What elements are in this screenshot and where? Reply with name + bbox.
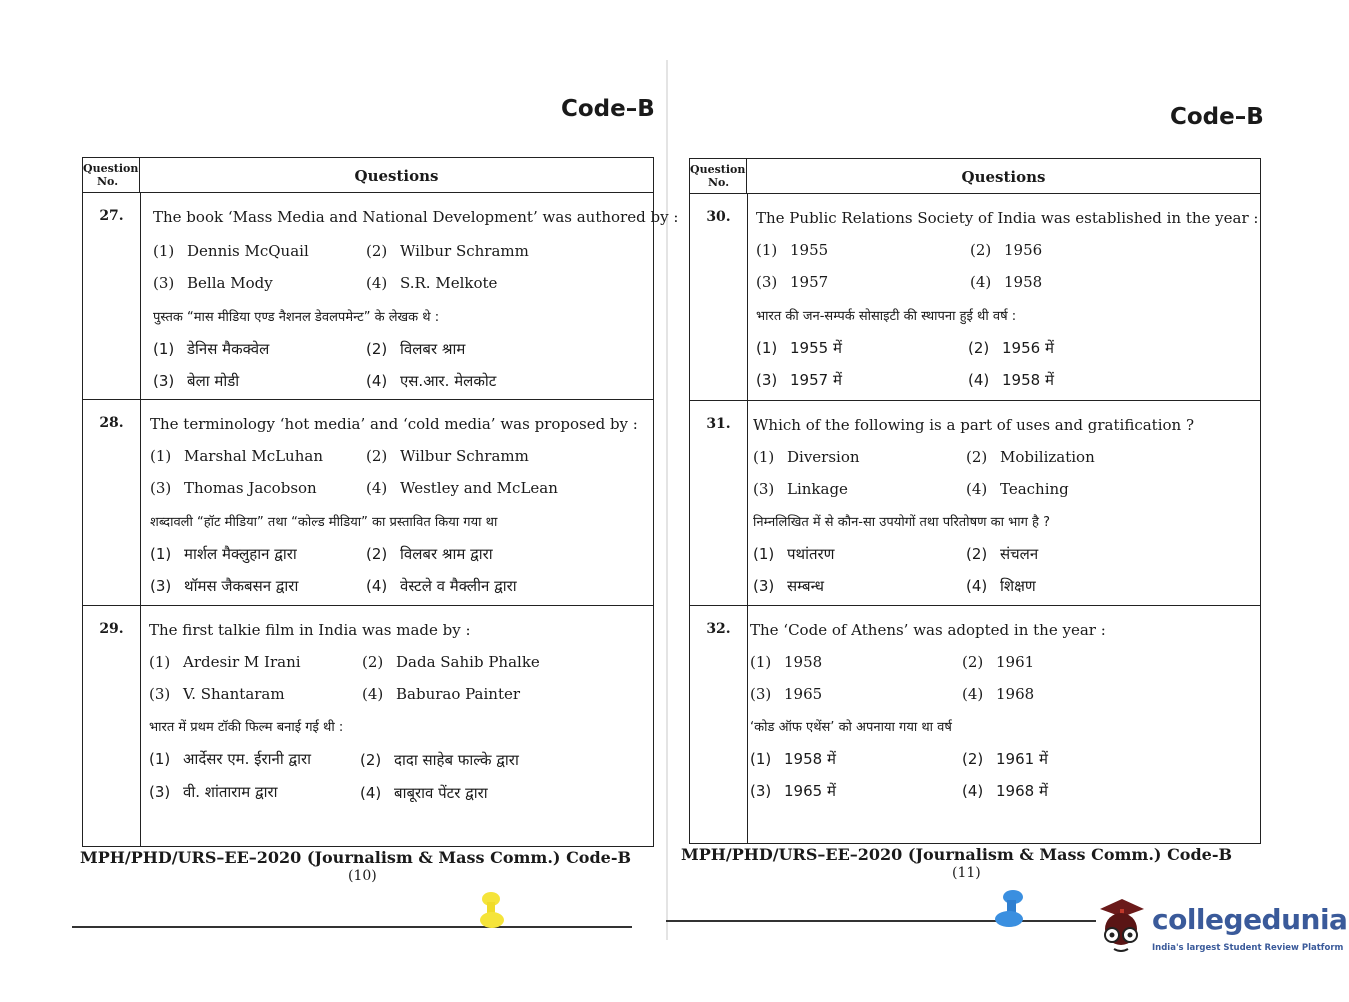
option-text: Bella Mody — [187, 274, 273, 292]
option-text: 1968 — [996, 685, 1035, 703]
yellow-pin-icon — [478, 890, 508, 936]
option-text: सम्बन्ध — [787, 577, 824, 595]
question-text-hi: शब्दावली “हॉट मीडिया” तथा “कोल्ड मीडिया” का प्रस्तावित किया गया था — [150, 515, 498, 530]
option-number: (3) — [150, 479, 172, 497]
header-questions: Questions — [354, 167, 439, 185]
option-text: 1957 में — [790, 371, 842, 389]
option-text: पथांतरण — [787, 545, 835, 563]
option-number: (3) — [750, 782, 772, 800]
question-number: 31. — [706, 416, 731, 432]
option-number: (1) — [150, 447, 172, 465]
option-hi — [153, 371, 239, 391]
option-hi — [753, 576, 824, 596]
option-text: 1965 — [784, 685, 823, 703]
right-footer: MPH/PHD/URS–EE–2020 (Journalism & Mass Comm.) Code-B — [681, 845, 1232, 864]
option-text: 1961 में — [996, 750, 1048, 768]
option-text: 1958 — [784, 653, 823, 671]
option-text: V. Shantaram — [183, 685, 285, 703]
option-hi — [968, 338, 1054, 358]
header-no-line1: Question — [83, 162, 139, 175]
option-number: (1) — [756, 241, 778, 259]
option — [962, 685, 1034, 703]
question-text-hi: ‘कोड ऑफ एथेंस’ को अपनाया गया था वर्ष — [750, 720, 952, 735]
option-hi — [149, 749, 311, 769]
question-block — [690, 605, 1260, 842]
option-number: (1) — [149, 750, 171, 768]
option-number: (1) — [750, 750, 772, 768]
option-hi — [366, 544, 493, 564]
option-number: (1) — [750, 653, 772, 671]
option-number: (1) — [753, 448, 775, 466]
option-number: (2) — [362, 653, 384, 671]
option-number: (2) — [970, 241, 992, 259]
option-text: 1955 — [790, 241, 829, 259]
option-number: (2) — [968, 339, 990, 357]
option-hi — [750, 749, 836, 769]
option-number: (2) — [366, 545, 388, 563]
option-hi — [753, 544, 835, 564]
option-text: Baburao Painter — [396, 685, 521, 703]
option-number: (4) — [366, 372, 388, 390]
right-code-label: Code–B — [1170, 104, 1264, 130]
option-text: विलबर श्राम — [400, 340, 466, 358]
option — [756, 273, 828, 291]
logo-tagline: India's largest Student Review Platform — [1152, 943, 1344, 953]
question-number: 32. — [706, 621, 731, 637]
option-number: (4) — [970, 273, 992, 291]
header-no-line2: No. — [97, 175, 119, 188]
option-hi — [149, 782, 278, 802]
header-no-line2: No. — [708, 176, 730, 189]
option-number: (2) — [366, 340, 388, 358]
option-text: 1958 — [1004, 273, 1043, 291]
option — [970, 273, 1042, 291]
option-number: (1) — [153, 242, 175, 260]
option-text: Marshal McLuhan — [184, 447, 323, 465]
option-hi — [366, 339, 465, 359]
option-text: Wilbur Schramm — [400, 242, 529, 260]
option-text: 1956 में — [1002, 339, 1054, 357]
option-text: Wilbur Schramm — [400, 447, 529, 465]
left-code-label: Code–B — [561, 96, 655, 122]
option-number: (2) — [366, 242, 388, 260]
option-hi — [360, 750, 519, 770]
option-number: (3) — [750, 685, 772, 703]
question-block — [690, 193, 1260, 401]
header-no-line1: Question — [690, 163, 746, 176]
option-number: (3) — [150, 577, 172, 595]
option-number: (2) — [966, 448, 988, 466]
left-bottom-rule — [72, 926, 632, 928]
option-number: (3) — [756, 371, 778, 389]
question-text-hi: भारत की जन-सम्पर्क सोसाइटी की स्थापना हुई थी वर्ष : — [756, 309, 1017, 324]
option-text: 1956 — [1004, 241, 1043, 259]
option-text: बेला मोडी — [187, 372, 240, 390]
option-text: Mobilization — [1000, 448, 1095, 466]
table-header — [83, 158, 653, 193]
option-number: (4) — [968, 371, 990, 389]
option-text: Linkage — [787, 480, 848, 498]
option — [366, 447, 529, 465]
option — [970, 241, 1042, 259]
option — [366, 479, 558, 497]
option — [966, 448, 1095, 466]
option — [362, 653, 540, 671]
option — [362, 685, 520, 703]
option-text: दादा साहेब फाल्के द्वारा — [394, 751, 519, 769]
option-number: (1) — [756, 339, 778, 357]
question-block — [83, 192, 679, 400]
option — [150, 479, 317, 497]
option-number: (1) — [150, 545, 172, 563]
option-number: (4) — [962, 685, 984, 703]
question-block — [83, 605, 653, 845]
option-number: (4) — [366, 577, 388, 595]
option-text: Westley and McLean — [400, 479, 558, 497]
collegedunia-logo — [1092, 895, 1348, 965]
option-text: शिक्षण — [1000, 577, 1036, 595]
option — [750, 653, 822, 671]
question-text-hi: निम्नलिखित में से कौन-सा उपयोगों तथा परितोषण का भाग है ? — [753, 515, 1050, 530]
option-hi — [968, 370, 1054, 390]
option-number: (3) — [153, 274, 175, 292]
option-text: S.R. Melkote — [400, 274, 498, 292]
question-number: 28. — [99, 415, 124, 431]
option-number: (3) — [756, 273, 778, 291]
option-number: (3) — [753, 480, 775, 498]
option-text: 1961 — [996, 653, 1035, 671]
question-text-en: The Public Relations Society of India was established in the year : — [756, 209, 1259, 227]
option-hi — [150, 544, 297, 564]
question-text-en: The terminology ‘hot media’ and ‘cold media’ was proposed by : — [150, 415, 638, 433]
option-text: थॉमस जैकबसन द्वारा — [184, 577, 299, 595]
option-hi — [150, 576, 298, 596]
option-number: (1) — [153, 340, 175, 358]
option-text: 1955 में — [790, 339, 842, 357]
option-hi — [756, 370, 842, 390]
question-text-hi: भारत में प्रथम टॉकी फिल्म बनाई गई थी : — [149, 720, 344, 735]
option-hi — [360, 783, 488, 803]
option-text: विलबर श्राम द्वारा — [400, 545, 493, 563]
option-text: संचलन — [1000, 545, 1039, 563]
option-text: वेस्टले व मैक्लीन द्वारा — [400, 577, 517, 595]
option-number: (4) — [366, 274, 388, 292]
mascot-icon — [1092, 895, 1150, 959]
option-text: 1958 में — [1002, 371, 1054, 389]
option-number: (2) — [962, 750, 984, 768]
option — [149, 653, 301, 671]
option-hi — [756, 338, 842, 358]
option-hi — [366, 371, 496, 391]
left-footer: MPH/PHD/URS–EE–2020 (Journalism & Mass Comm.) Code-B — [80, 848, 631, 867]
question-text-en: The ‘Code of Athens’ was adopted in the year : — [750, 621, 1106, 639]
option-text: 1965 में — [784, 782, 836, 800]
right-bottom-rule — [666, 920, 1096, 922]
page-fold — [666, 60, 668, 940]
option-number: (1) — [753, 545, 775, 563]
option — [753, 448, 860, 466]
option-hi — [966, 576, 1036, 596]
right-page-number: (11) — [952, 865, 981, 881]
option-number: (3) — [149, 685, 171, 703]
question-number: 30. — [706, 209, 731, 225]
right-question-table — [689, 158, 1261, 844]
question-text-hi: पुस्तक “मास मीडिया एण्ड नैशनल डेवलपमेन्ट” के लेखक थे : — [153, 310, 440, 325]
option-number: (4) — [966, 577, 988, 595]
option-number: (3) — [149, 783, 171, 801]
option-number: (2) — [360, 751, 382, 769]
option-number: (3) — [753, 577, 775, 595]
option — [756, 241, 828, 259]
option-number: (2) — [966, 545, 988, 563]
table-header — [690, 159, 1260, 194]
option-text: बाबूराव पेंटर द्वारा — [394, 784, 488, 802]
left-page-number: (10) — [348, 868, 377, 884]
option-text: Teaching — [1000, 480, 1069, 498]
option — [153, 274, 273, 292]
option-hi — [966, 544, 1038, 564]
option — [153, 242, 309, 260]
option — [962, 653, 1034, 671]
option-text: आर्देसर एम. ईरानी द्वारा — [183, 750, 312, 768]
header-question-no — [83, 158, 140, 192]
option — [750, 685, 822, 703]
option-hi — [153, 339, 269, 359]
option-text: Dada Sahib Phalke — [396, 653, 540, 671]
option-text: वी. शांताराम द्वारा — [183, 783, 278, 801]
option — [150, 447, 323, 465]
question-block — [690, 400, 1260, 606]
option-text: 1968 में — [996, 782, 1048, 800]
option-number: (2) — [962, 653, 984, 671]
logo-name: collegedunia — [1152, 903, 1348, 936]
question-number: 27. — [99, 208, 124, 224]
header-question-no — [690, 159, 747, 193]
question-text-en: The book ‘Mass Media and National Development’ was authored by : — [153, 208, 679, 226]
option-text: डेनिस मैकक्वेल — [187, 340, 270, 358]
option-hi — [366, 576, 517, 596]
option-text: मार्शल मैक्लुहान द्वारा — [184, 545, 297, 563]
question-number: 29. — [99, 621, 124, 637]
option-hi — [962, 749, 1048, 769]
option-hi — [962, 781, 1048, 801]
option-number: (4) — [366, 479, 388, 497]
left-question-table — [82, 157, 679, 847]
option — [366, 242, 529, 260]
option-number: (4) — [362, 685, 384, 703]
option — [966, 480, 1069, 498]
option-number: (1) — [149, 653, 171, 671]
option-number: (3) — [153, 372, 175, 390]
option — [366, 274, 497, 292]
option-text: 1957 — [790, 273, 829, 291]
option-number: (4) — [962, 782, 984, 800]
option-text: Ardesir M Irani — [183, 653, 301, 671]
option-number: (4) — [966, 480, 988, 498]
question-block — [83, 399, 653, 606]
option-text: Diversion — [787, 448, 860, 466]
blue-pin-icon — [993, 888, 1029, 934]
option-number: (2) — [366, 447, 388, 465]
option-hi — [750, 781, 836, 801]
option-text: Thomas Jacobson — [184, 479, 317, 497]
option-text: 1958 में — [784, 750, 836, 768]
option-text: Dennis McQuail — [187, 242, 309, 260]
option-text: एस.आर. मेलकोट — [400, 372, 497, 390]
question-text-en: Which of the following is a part of uses and gratification ? — [753, 416, 1194, 434]
option — [149, 685, 285, 703]
header-questions: Questions — [961, 168, 1046, 186]
question-text-en: The first talkie film in India was made by : — [149, 621, 471, 639]
option-number: (4) — [360, 784, 382, 802]
option — [753, 480, 848, 498]
